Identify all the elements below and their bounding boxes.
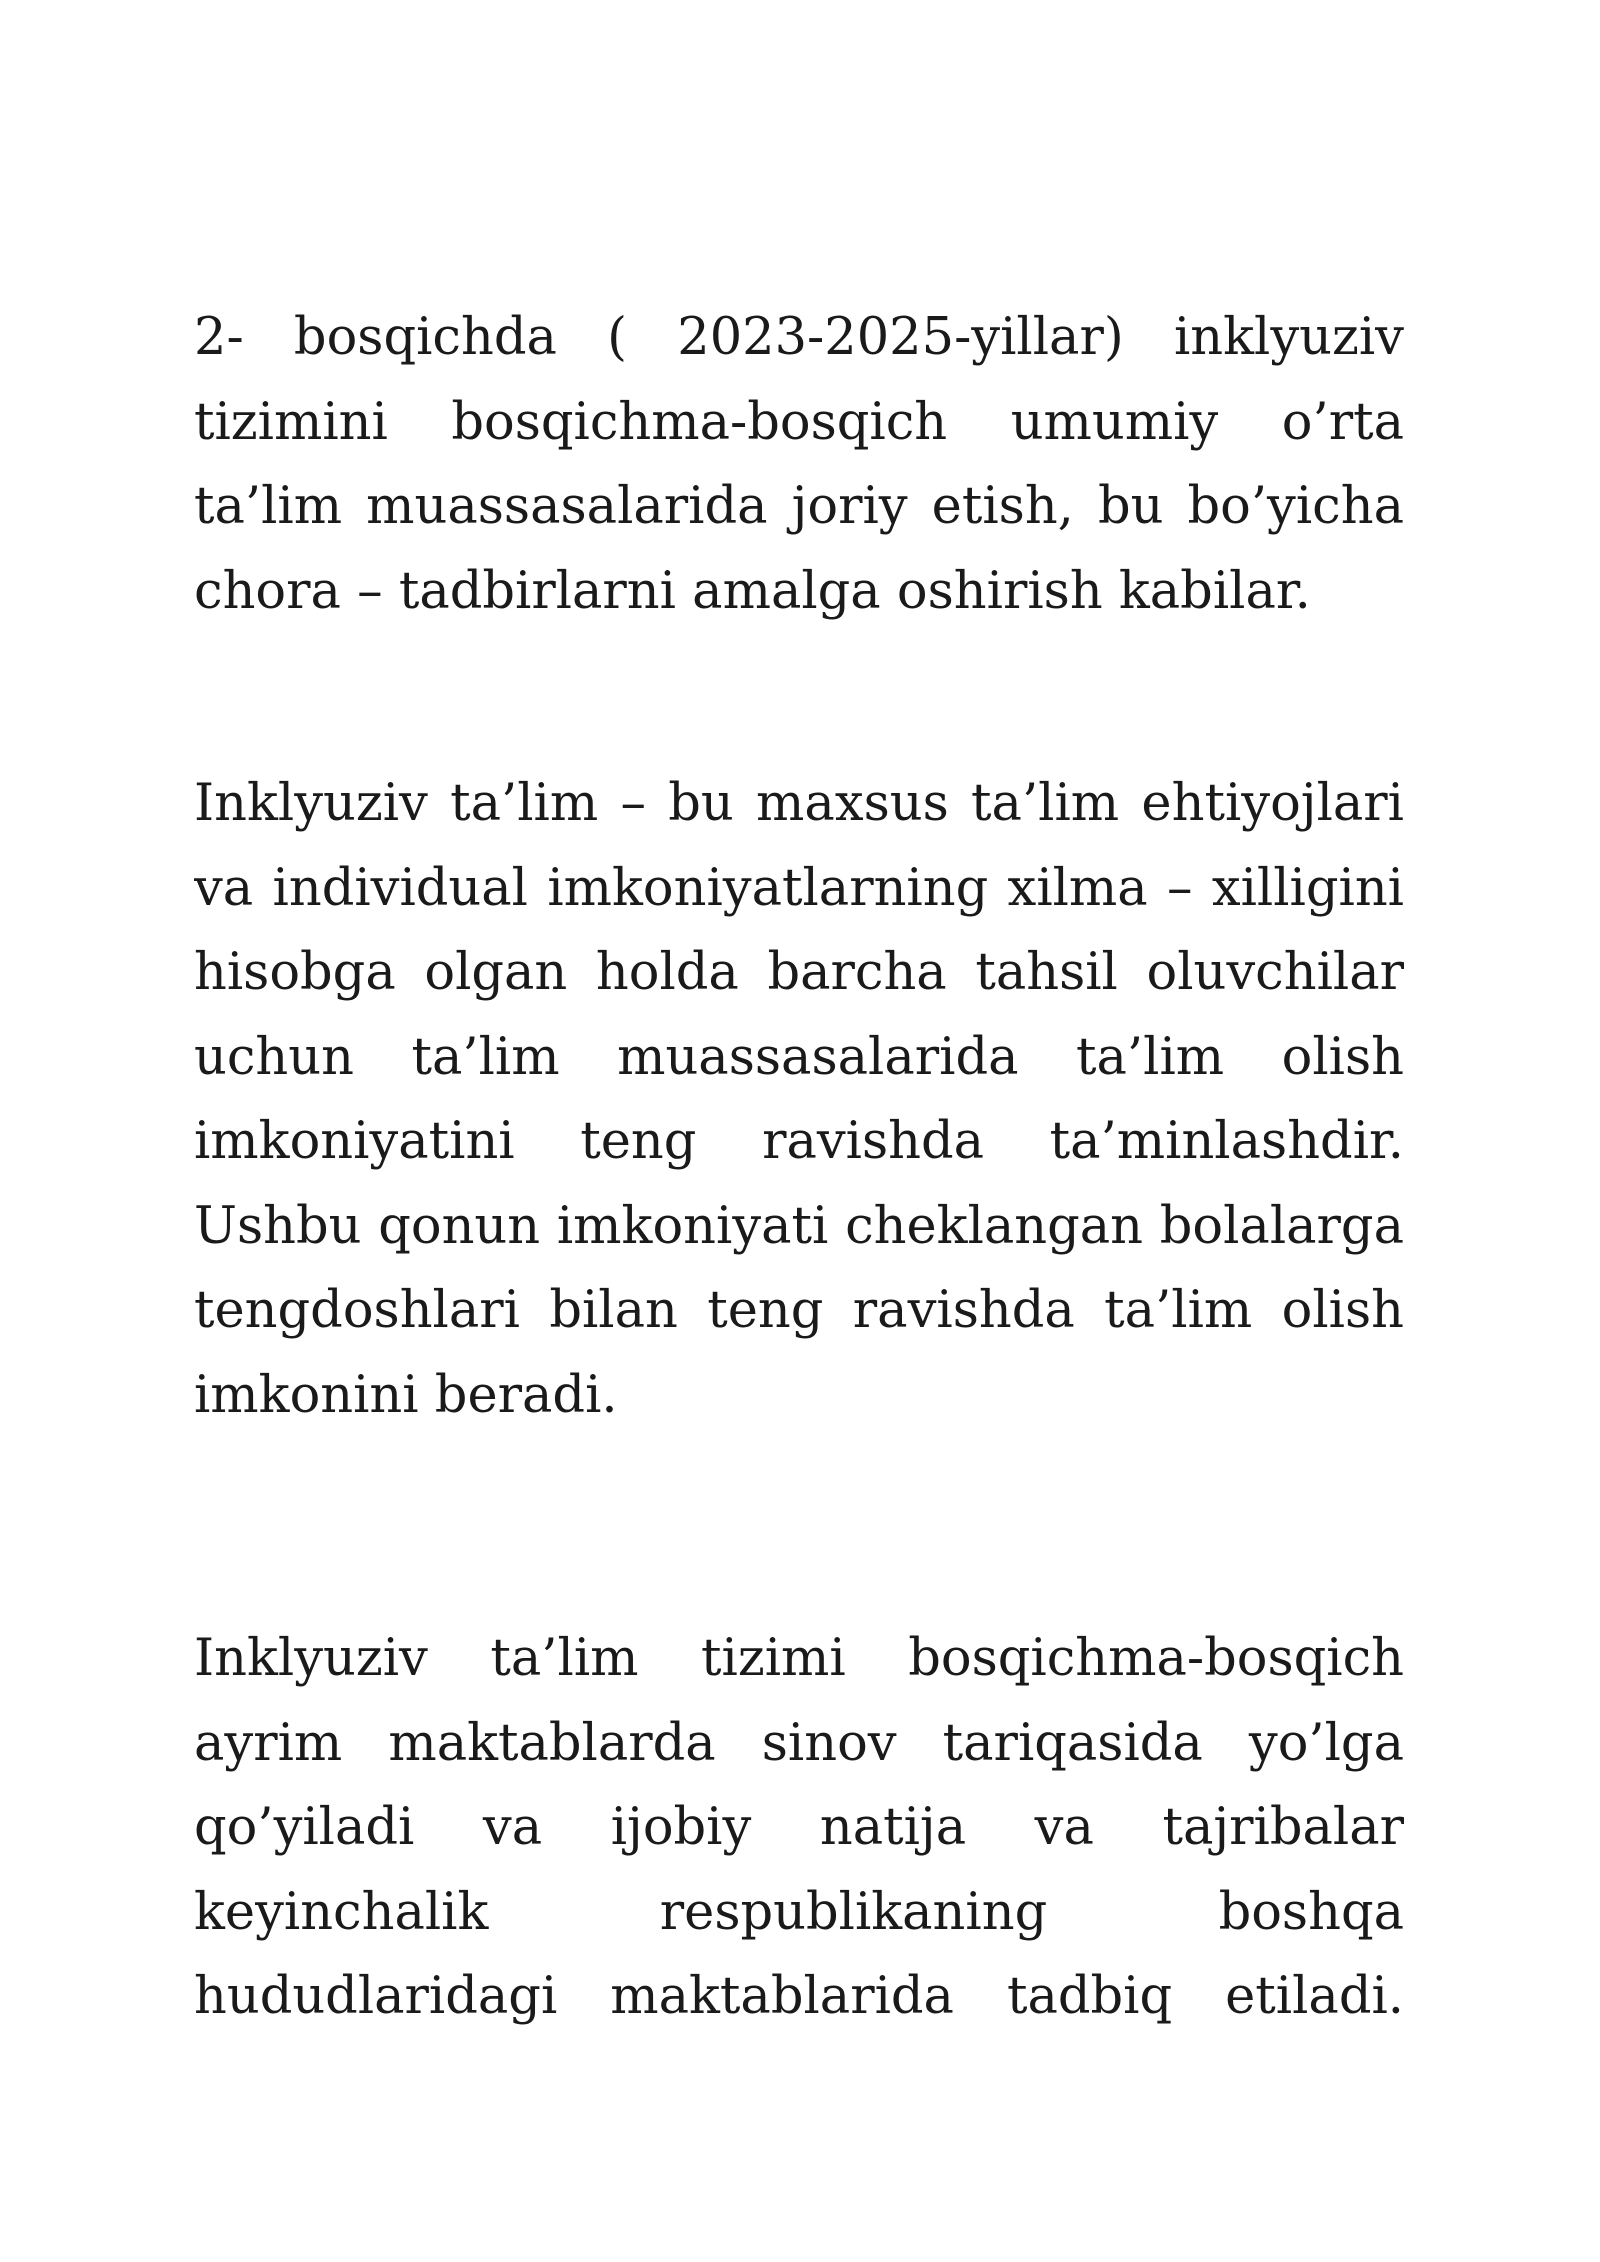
paragraph-line: tengdoshlari bilan teng ravishda ta’lim olish — [194, 1281, 1404, 1340]
paragraph-line: hisobga olgan holda barcha tahsil oluvchilar — [194, 943, 1404, 1002]
paragraph-line: Inklyuziv ta’lim – bu maxsus ta’lim ehtiyojlari — [194, 774, 1404, 833]
paragraph-line: 2- bosqichda ( 2023-2025-yillar) inklyuziv — [194, 308, 1404, 367]
paragraph-line: ayrim maktablarda sinov tariqasida yo’lga — [194, 1713, 1404, 1773]
paragraph-2 — [194, 762, 1404, 1438]
paragraph-line: imkoniyatini teng ravishda ta’minlashdir. — [194, 1112, 1404, 1171]
paragraph-3 — [194, 1617, 1404, 2040]
paragraph-line: ta’lim muassasalarida joriy etish, bu bo’yicha — [194, 477, 1404, 536]
paragraph-1 — [194, 296, 1404, 634]
paragraph-line: hududlaridagi maktablarida tadbiq etiladi. — [194, 1967, 1404, 2026]
paragraph-line: imkonini beradi. — [194, 1365, 618, 1425]
paragraph-line: chora – tadbirlarni amalga oshirish kabilar. — [194, 561, 1311, 621]
paragraph-line: keyinchalik respublikaning boshqa — [194, 1882, 1404, 1942]
paragraph-line: qo’yiladi va ijobiy natija va tajribalar — [194, 1798, 1404, 1857]
paragraph-line: uchun ta’lim muassasalarida ta’lim olish — [194, 1027, 1404, 1087]
paragraph-line: va individual imkoniyatlarning xilma – xilligini — [194, 858, 1404, 918]
text-column — [194, 296, 1404, 2040]
paragraph-line: Ushbu qonun imkoniyati cheklangan bolalarga — [194, 1196, 1404, 1256]
paragraph-line: tizimini bosqichma-bosqich umumiy o’rta — [194, 392, 1404, 452]
paragraph-line: Inklyuziv ta’lim tizimi bosqichma-bosqich — [194, 1629, 1404, 1688]
